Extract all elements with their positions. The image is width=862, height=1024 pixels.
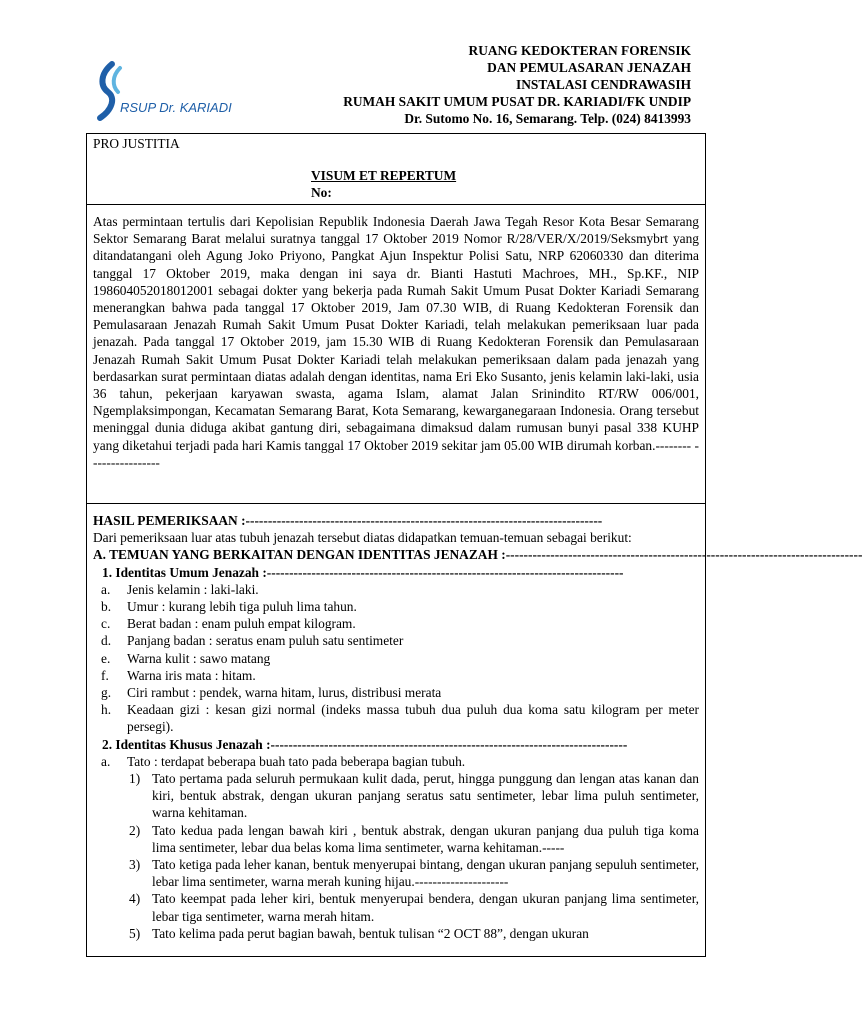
identity-special-heading: 2. Identitas Khusus Jenazah :-------------------------------------------------------------------------------- bbox=[102, 736, 628, 752]
tattoo-list bbox=[93, 770, 699, 942]
header-section bbox=[87, 134, 705, 205]
list-text: Umur : kurang lebih tiga puluh lima tahun. bbox=[127, 599, 357, 615]
document-number: No: bbox=[311, 185, 332, 200]
list-text: Berat badan : enam puluh empat kilogram. bbox=[127, 616, 356, 632]
list-item bbox=[93, 667, 699, 684]
letterhead-line: DAN PEMULASARAN JENAZAH bbox=[487, 60, 691, 75]
list-item bbox=[93, 770, 699, 822]
list-marker: f. bbox=[101, 667, 109, 683]
list-marker: h. bbox=[101, 702, 112, 718]
identity-general-heading: 1. Identitas Umum Jenazah :-------------------------------------------------------------------------------- bbox=[102, 564, 624, 580]
list-item bbox=[93, 684, 699, 701]
list-text: Tato pertama pada seluruh permukaan kulit dada, perut, hingga punggung dan lengan atas kanan dan kiri, bentuk abstrak, dengan ukuran panjang seratus satu sentimeter, lebar lima puluh sentimeter, warna kehitaman. bbox=[152, 771, 699, 821]
list-marker: 3) bbox=[129, 857, 141, 873]
list-item bbox=[93, 598, 699, 615]
document-frame bbox=[86, 133, 862, 957]
list-text: Jenis kelamin : laki-laki. bbox=[127, 581, 259, 597]
list-item bbox=[93, 822, 699, 856]
list-marker: d. bbox=[101, 633, 112, 649]
logo-text: RSUP Dr. KARIADI bbox=[120, 100, 232, 115]
list-marker: b. bbox=[101, 599, 112, 615]
list-item bbox=[93, 890, 699, 924]
list-text: Tato kedua pada lengan bawah kiri , bentuk abstrak, dengan ukuran panjang dua puluh tiga koma lima sentimeter, lebar dua belas koma lima sentimeter, warna kehitaman.----- bbox=[152, 822, 699, 855]
list-text: Keadaan gizi : kesan gizi normal (indeks massa tubuh dua puluh dua koma satu kilogram per meter persegi). bbox=[127, 702, 699, 735]
findings-heading: HASIL PEMERIKSAAN :-------------------------------------------------------------------------------- bbox=[93, 513, 603, 528]
list-marker: c. bbox=[101, 616, 111, 632]
letterhead-line: INSTALASI CENDRAWASIH bbox=[516, 77, 691, 92]
identity-general-list bbox=[93, 581, 699, 736]
section-a-heading: A. TEMUAN YANG BERKAITAN DENGAN IDENTITAS JENAZAH :-------------------------------------------------------------------------------- bbox=[93, 547, 862, 563]
list-marker: 1) bbox=[129, 771, 141, 787]
list-item bbox=[93, 701, 699, 735]
list-marker: g. bbox=[101, 685, 112, 701]
list-text: Warna kulit : sawo matang bbox=[127, 650, 271, 666]
hospital-logo bbox=[90, 62, 230, 132]
list-item bbox=[93, 650, 699, 667]
list-text: Panjang badan : seratus enam puluh satu sentimeter bbox=[127, 633, 404, 649]
pro-justitia: PRO JUSTITIA bbox=[93, 136, 180, 151]
list-marker: 2) bbox=[129, 822, 141, 838]
intro-paragraph: Atas permintaan tertulis dari Kepolisian Republik Indonesia Daerah Jawa Tegah Resor Kota Besar Semarang Sektor Semarang Barat melalui suratnya tanggal 17 Oktober 2019 Nomor R/28/VER/X/2019/Seksmybrt yang ditandatangani oleh Agung Joko Priyono, Pangkat Ajun Inspektur Polisi Satu, NRP 62060330 dan diterima tanggal 17 Oktober 2019, maka dengan ini saya dr. Bianti Hastuti Machroes, MH., Sp.KF., NIP 198604052018012001 sebagai dokter yang bekerja pada Rumah Sakit Umum Pusat Dokter Kariadi Semarang menerangkan bahwa pada tanggal 17 Oktober 2019, Jam 07.30 WIB, di Ruang Kedokteran Forensik dan Pemulasaraan Jenazah Rumah Sakit Umum Pusat Dokter Kariadi, telah melakukan pemeriksaan luar pada jenazah. Pada tanggal 17 Oktober 2019, jam 15.30 WIB di Ruang Kedokteran Forensik dan Pemulasaraan Jenazah Rumah Sakit Umum Pusat Dokter Kariadi telah melakukan pemeriksaan dalam pada jenazah yang berdasarkan surat permintaan diatas adalah dengan identitas, nama Eri Eko Susanto, jenis kelamin laki-laki, usia 36 tahun, pekerjaan karyawan swasta, agama Islam, alamat Jalan Srinindito RT/RW 006/001, Ngemplaksimpongan, Kecamatan Semarang Barat, Kota Semarang, kewarganegaraan Indonesia. Orang tersebut meninggal dunia diduga akibat gantung diri, sebagaimana dimaksud dalam rumusan bunyi pasal 338 KUHP yang diketahui terjadi pada hari Kamis tanggal 17 Oktober 2019 sekitar jam 05.00 WIB dirumah korban.-------- ---------------- bbox=[93, 214, 699, 470]
list-text: Warna iris mata : hitam. bbox=[127, 667, 256, 683]
findings-intro: Dari pemeriksaan luar atas tubuh jenazah tersebut diatas didapatkan temuan-temuan sebagai berikut: bbox=[93, 530, 632, 546]
letterhead-line: Dr. Sutomo No. 16, Semarang. Telp. (024) 8413993 bbox=[404, 111, 691, 126]
letterhead-line: RUANG KEDOKTERAN FORENSIK bbox=[468, 43, 691, 58]
list-item bbox=[93, 632, 699, 649]
document-title: VISUM ET REPERTUM bbox=[311, 168, 457, 183]
letterhead bbox=[343, 42, 691, 127]
list-text: Tato keempat pada leher kiri, bentuk menyerupai bendera, dengan ukuran panjang lima sentimeter, lebar tiga sentimeter, warna merah hitam. bbox=[152, 891, 699, 924]
intro-section bbox=[87, 205, 705, 504]
letterhead-line: RUMAH SAKIT UMUM PUSAT DR. KARIADI/FK UNDIP bbox=[343, 94, 691, 109]
list-item bbox=[93, 615, 699, 632]
list-text: Tato ketiga pada leher kanan, bentuk menyerupai bintang, dengan ukuran panjang sepuluh sentimeter, lebar lima sentimeter, warna merah kuning hijau.--------------------- bbox=[152, 857, 699, 890]
findings-section bbox=[87, 504, 862, 942]
list-text: Tato kelima pada perut bagian bawah, bentuk tulisan “2 OCT 88”, dengan ukuran bbox=[152, 925, 589, 941]
list-item bbox=[93, 856, 699, 890]
list-marker: e. bbox=[101, 650, 111, 666]
list-item: a. Tato : terdapat beberapa buah tato pada beberapa bagian tubuh. bbox=[101, 753, 466, 769]
list-marker: a. bbox=[101, 581, 111, 597]
list-marker: 4) bbox=[129, 891, 141, 907]
list-marker: 5) bbox=[129, 925, 141, 941]
list-item bbox=[93, 925, 699, 942]
list-text: Ciri rambut : pendek, warna hitam, lurus, distribusi merata bbox=[127, 685, 442, 701]
list-item bbox=[93, 581, 699, 598]
